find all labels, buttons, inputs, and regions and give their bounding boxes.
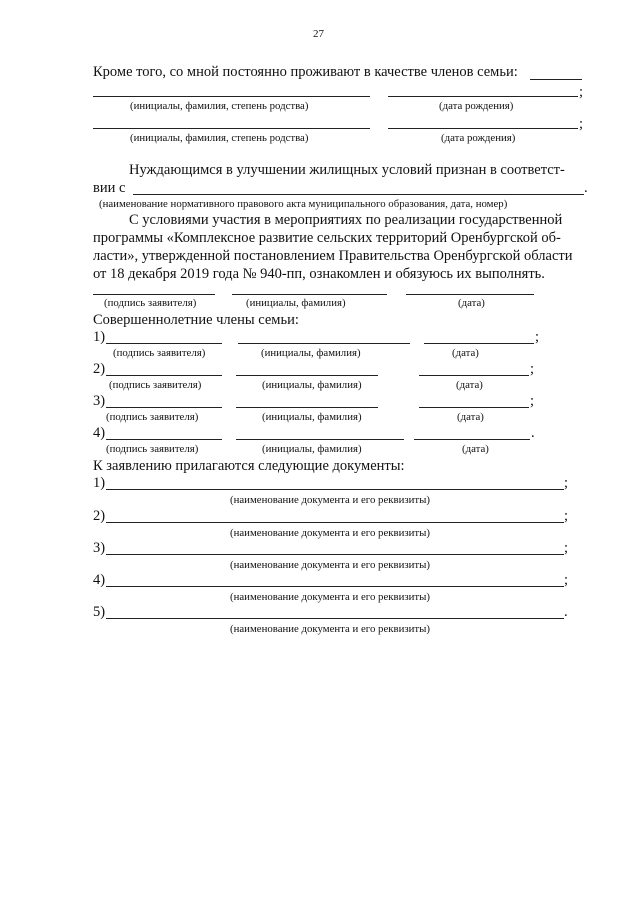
caption-name: (инициалы, фамилия) — [246, 297, 346, 309]
member-2-birth-blank[interactable] — [388, 128, 578, 129]
caption-document: (наименование документа и его реквизиты) — [230, 527, 430, 539]
conditions-line-4: от 18 декабря 2019 года № 940-пп, ознакомлен и обязуюсь их выполнять. — [93, 266, 545, 282]
caption-document: (наименование документа и его реквизиты) — [230, 591, 430, 603]
member-1-birth-blank[interactable] — [388, 96, 578, 97]
adult-4-signature-blank[interactable] — [106, 439, 222, 440]
documents-heading: К заявлению прилагаются следующие документы: — [93, 458, 405, 474]
caption-date: (дата) — [458, 297, 485, 309]
adult-3-date-blank[interactable] — [419, 407, 529, 408]
adult-member-number: 3) — [93, 393, 106, 409]
caption-name: (инициалы, фамилия) — [262, 411, 362, 423]
semicolon: ; — [530, 361, 535, 377]
adult-3-signature-blank[interactable] — [106, 407, 222, 408]
recognized-line-1: Нуждающимся в улучшении жилищных условий признан в соответст- — [129, 162, 565, 178]
caption-birth-date: (дата рождения) — [441, 132, 516, 144]
document-1-blank[interactable] — [106, 489, 564, 490]
legal-act-blank[interactable] — [133, 194, 584, 195]
semicolon: ; — [579, 84, 584, 100]
caption-signature: (подпись заявителя) — [109, 379, 202, 391]
semicolon: ; — [579, 116, 584, 132]
document-number: 2) — [93, 508, 106, 524]
semicolon: ; — [564, 475, 569, 491]
adult-2-signature-blank[interactable] — [106, 375, 222, 376]
caption-relation: (инициалы, фамилия, степень родства) — [130, 132, 309, 144]
adult-member-number: 2) — [93, 361, 106, 377]
adult-1-signature-blank[interactable] — [106, 343, 222, 344]
adult-2-date-blank[interactable] — [419, 375, 529, 376]
semicolon: ; — [564, 540, 569, 556]
semicolon: ; — [530, 393, 535, 409]
page-number: 27 — [313, 28, 324, 40]
adult-4-name-blank[interactable] — [236, 439, 404, 440]
caption-date: (дата) — [452, 347, 479, 359]
document-number: 1) — [93, 475, 106, 491]
document-3-blank[interactable] — [106, 554, 564, 555]
applicant-date-blank[interactable] — [406, 294, 534, 295]
semicolon: ; — [564, 508, 569, 524]
caption-name: (инициалы, фамилия) — [262, 379, 362, 391]
members-intro-blank[interactable] — [530, 79, 582, 80]
adult-members-heading: Совершеннолетние члены семьи: — [93, 312, 299, 328]
semicolon: ; — [564, 572, 569, 588]
adult-member-number: 4) — [93, 425, 106, 441]
period: . — [584, 180, 588, 196]
applicant-signature-blank[interactable] — [93, 294, 215, 295]
caption-name: (инициалы, фамилия) — [261, 347, 361, 359]
document-number: 3) — [93, 540, 106, 556]
caption-signature: (подпись заявителя) — [106, 411, 199, 423]
adult-3-name-blank[interactable] — [236, 407, 378, 408]
caption-document: (наименование документа и его реквизиты) — [230, 494, 430, 506]
caption-relation: (инициалы, фамилия, степень родства) — [130, 100, 309, 112]
caption-name: (инициалы, фамилия) — [262, 443, 362, 455]
caption-legal-act: (наименование нормативного правового акта муниципального образования, дата, номер) — [99, 198, 508, 210]
member-1-relation-blank[interactable] — [93, 96, 370, 97]
document-number: 5) — [93, 604, 106, 620]
member-2-relation-blank[interactable] — [93, 128, 370, 129]
caption-signature: (подпись заявителя) — [113, 347, 206, 359]
caption-signature: (подпись заявителя) — [106, 443, 199, 455]
document-2-blank[interactable] — [106, 522, 564, 523]
caption-date: (дата) — [456, 379, 483, 391]
caption-document: (наименование документа и его реквизиты) — [230, 559, 430, 571]
adult-4-date-blank[interactable] — [414, 439, 530, 440]
caption-signature: (подпись заявителя) — [104, 297, 197, 309]
adult-1-date-blank[interactable] — [424, 343, 534, 344]
caption-birth-date: (дата рождения) — [439, 100, 514, 112]
conditions-line-2: программы «Комплексное развитие сельских территорий Оренбургской об- — [93, 230, 561, 246]
adult-member-number: 1) — [93, 329, 106, 345]
conditions-line-3: ласти», утвержденной постановлением Правительства Оренбургской области — [93, 248, 573, 264]
caption-date: (дата) — [462, 443, 489, 455]
semicolon: ; — [535, 329, 540, 345]
caption-date: (дата) — [457, 411, 484, 423]
document-5-blank[interactable] — [106, 618, 564, 619]
applicant-name-blank[interactable] — [232, 294, 387, 295]
period: . — [564, 604, 568, 620]
adult-1-name-blank[interactable] — [238, 343, 410, 344]
members-intro: Кроме того, со мной постоянно проживают в качестве членов семьи: — [93, 64, 518, 80]
conditions-line-1: С условиями участия в мероприятиях по реализации государственной — [129, 212, 563, 228]
document-4-blank[interactable] — [106, 586, 564, 587]
caption-document: (наименование документа и его реквизиты) — [230, 623, 430, 635]
document-number: 4) — [93, 572, 106, 588]
period: . — [531, 425, 535, 441]
recognized-line-2: вии с — [93, 180, 126, 196]
adult-2-name-blank[interactable] — [236, 375, 378, 376]
